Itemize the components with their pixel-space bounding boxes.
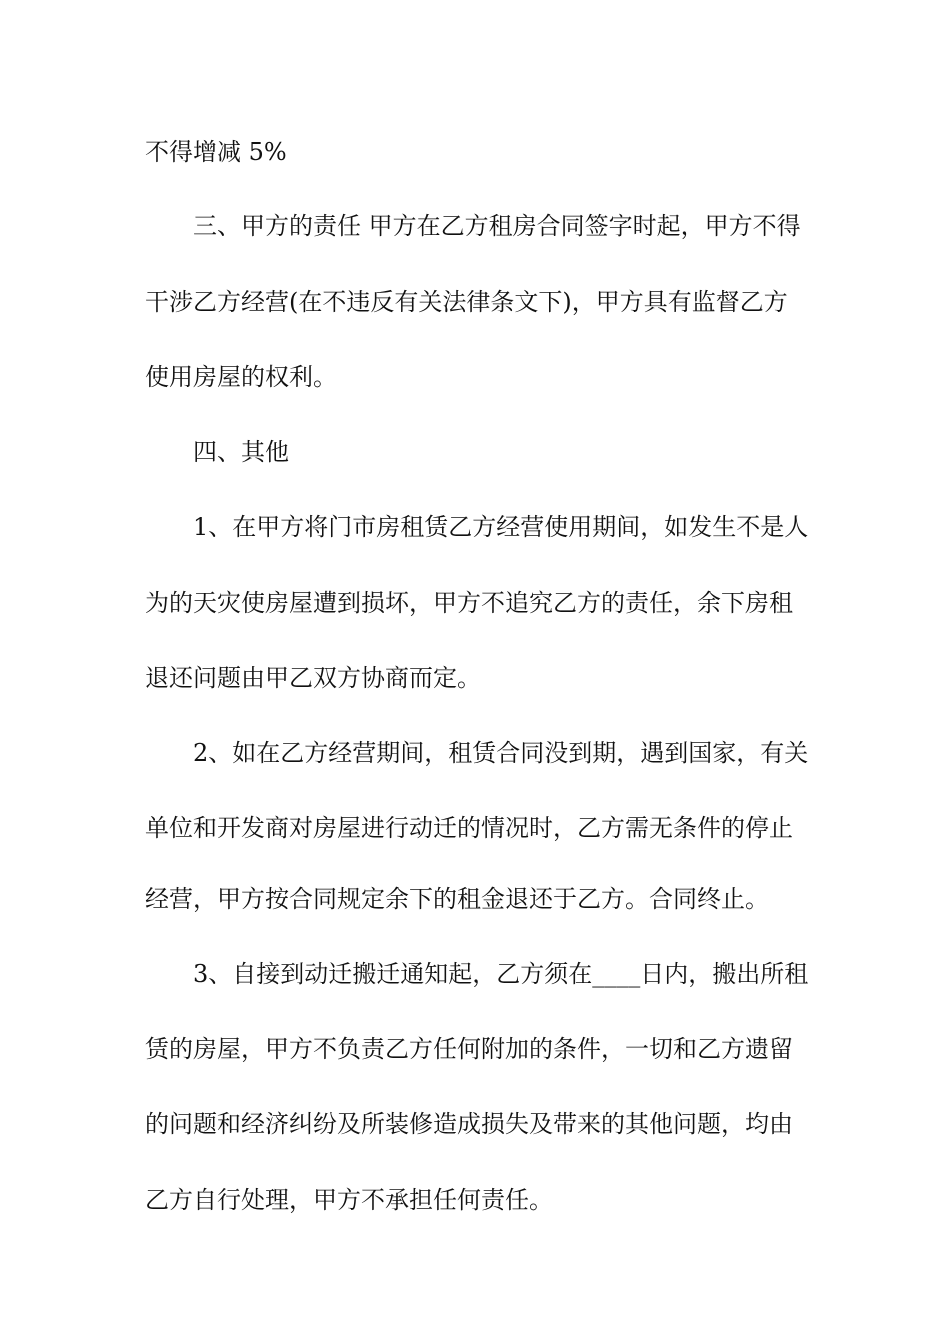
clause-1-line-1: 1、在甲方将门市房租赁乙方经营使用期间，如发生不是人	[193, 513, 809, 541]
clause-2-line-2: 单位和开发商对房屋进行动迁的情况时，乙方需无条件的停止	[145, 814, 793, 842]
clause-3-line-4: 乙方自行处理，甲方不承担任何责任。	[145, 1186, 553, 1214]
clause-3-line-1: 3、自接到动迁搬迁通知起，乙方须在____日内，搬出所租	[193, 960, 809, 988]
clause-2-line-3: 经营，甲方按合同规定余下的租金退还于乙方。合同终止。	[145, 885, 769, 913]
clause-3-line-3: 的问题和经济纠纷及所装修造成损失及带来的其他问题，均由	[145, 1110, 793, 1138]
clause-1-line-3: 退还问题由甲乙双方协商而定。	[145, 664, 481, 692]
section-3-heading-line: 三、甲方的责任 甲方在乙方租房合同签字时起，甲方不得	[193, 212, 801, 240]
text-line-3: 干涉乙方经营(在不违反有关法律条文下)，甲方具有监督乙方	[145, 288, 788, 316]
text-line-1: 不得增减 5%	[145, 138, 287, 166]
section-4-heading: 四、其他	[193, 438, 289, 466]
clause-1-line-2: 为的天灾使房屋遭到损坏，甲方不追究乙方的责任，余下房租	[145, 589, 793, 617]
clause-3-line-2: 赁的房屋，甲方不负责乙方任何附加的条件，一切和乙方遗留	[145, 1035, 793, 1063]
clause-2-line-1: 2、如在乙方经营期间，租赁合同没到期，遇到国家，有关	[193, 739, 809, 767]
text-line-4: 使用房屋的权利。	[145, 363, 337, 391]
